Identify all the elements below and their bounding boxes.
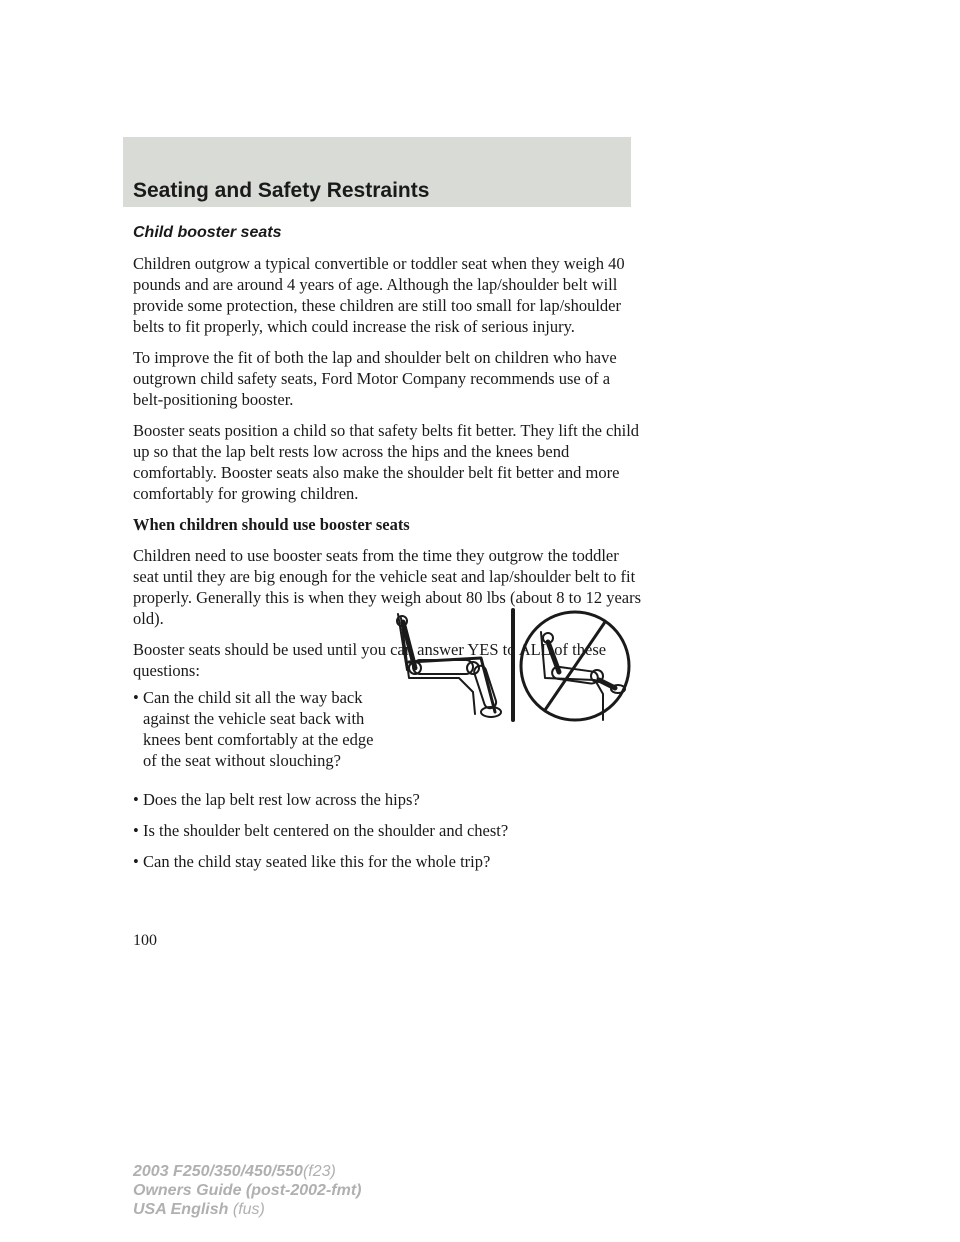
footer-language: USA English bbox=[133, 1201, 229, 1218]
list-item bbox=[133, 789, 643, 810]
list-item bbox=[133, 687, 383, 771]
bullet-icon: • bbox=[133, 852, 139, 871]
list-item bbox=[133, 851, 643, 872]
paragraph-improve-fit: To improve the fit of both the lap and shoulder belt on children who have outgrown child safety seats, Ford Motor Company recommends use of a belt-positioning booster. bbox=[133, 348, 617, 409]
list-item-text: Can the child sit all the way back against the vehicle seat back with knees bent comfortably at the edge of the seat without slouching? bbox=[143, 688, 374, 770]
page-number: 100 bbox=[133, 932, 157, 949]
footer-language-line bbox=[133, 1200, 361, 1219]
prohibited-slouching-icon bbox=[521, 612, 629, 720]
bullet-icon: • bbox=[133, 790, 139, 809]
paragraph-need-booster: Children need to use booster seats from the time they outgrow the toddler seat until they are big enough for the vehicle seat and lap/shoulder belt to fit properly. Generally this is when they weigh about 80 lbs (about 8 to 12 years old). bbox=[133, 546, 642, 628]
list-item-text: Is the shoulder belt centered on the shoulder and chest? bbox=[143, 821, 509, 840]
paragraph-questions-intro: Booster seats should be used until you can answer YES to ALL of these questions: bbox=[133, 640, 607, 680]
list-item-text: Can the child stay seated like this for the whole trip? bbox=[143, 852, 491, 871]
list-item bbox=[133, 820, 643, 841]
correct-seating-icon bbox=[397, 614, 501, 717]
section-header bbox=[123, 137, 631, 207]
paragraph-booster-position: Booster seats position a child so that safety belts fit better. They lift the child up so that the lap belt rests low across the hips and the knees bend comfortably. Booster seats also make the shoulder belt fit better and more comfortably for growing children. bbox=[133, 421, 640, 503]
paragraph-outgrow: Children outgrow a typical convertible or toddler seat when they weigh 40 pounds and are around 4 years of age. Although the lap/shoulder belt will provide some protection, these children are still too small for lap/shoulder belts to fit properly, which could increase the risk of serious injury. bbox=[133, 254, 625, 336]
list-item-text: Does the lap belt rest low across the hips? bbox=[143, 790, 420, 809]
booster-seat-illustration bbox=[393, 604, 633, 722]
heading-when-to-use: When children should use booster seats bbox=[133, 515, 410, 534]
footer-model-code: (f23) bbox=[302, 1163, 336, 1180]
bullet-icon: • bbox=[133, 821, 139, 840]
footer-model-line bbox=[133, 1162, 361, 1181]
footer-language-code: (fus) bbox=[232, 1201, 265, 1218]
heading-child-booster-seats: Child booster seats bbox=[133, 224, 282, 241]
document-footer bbox=[133, 1162, 361, 1219]
bullet-icon: • bbox=[133, 688, 139, 707]
section-title: Seating and Safety Restraints bbox=[133, 179, 430, 202]
footer-model: 2003 F250/350/450/550 bbox=[133, 1163, 303, 1180]
footer-guide-line: Owners Guide (post-2002-fmt) bbox=[133, 1182, 362, 1199]
page-content bbox=[133, 222, 643, 882]
